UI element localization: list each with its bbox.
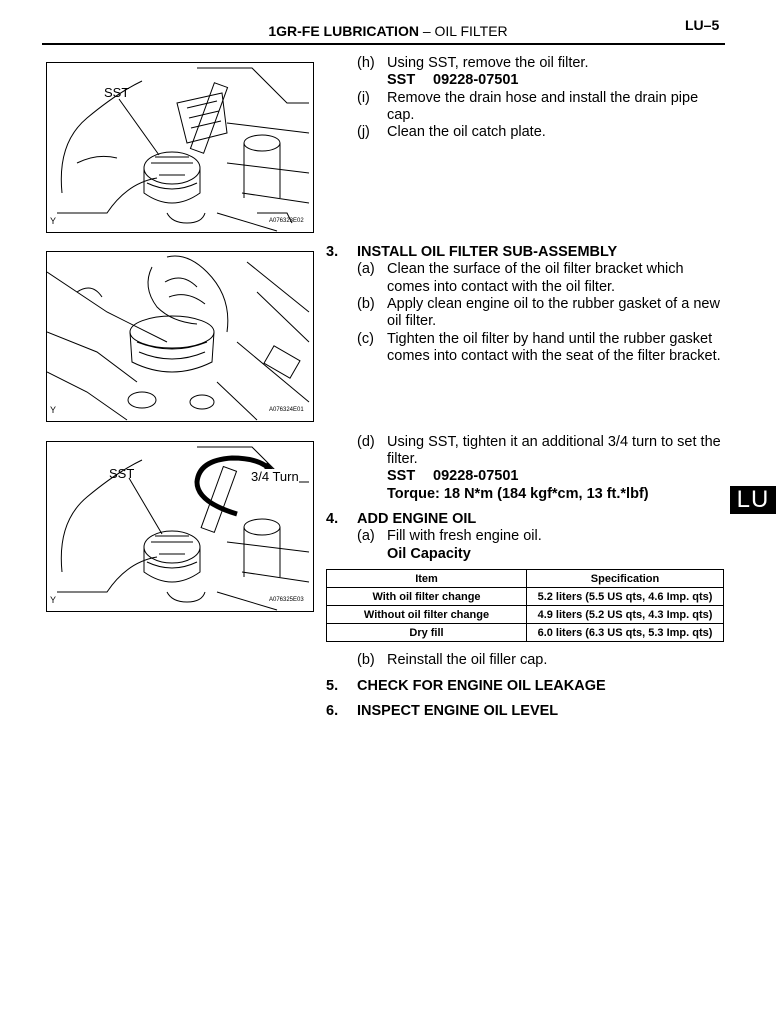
sst-callout: SST — [109, 466, 135, 481]
step-heading: ADD ENGINE OIL — [357, 511, 477, 527]
step-number: 4. — [326, 511, 339, 527]
oil-capacity-title: Oil Capacity — [387, 546, 471, 562]
torque-spec: Torque: 18 N*m (184 kgf*cm, 13 ft.*lbf) — [387, 486, 649, 502]
section-tab: LU — [730, 486, 776, 514]
step-marker: (j) — [357, 124, 370, 140]
column-header-item: Item — [327, 570, 527, 588]
step-marker: (d) — [357, 434, 375, 450]
step-number: 3. — [326, 244, 339, 260]
figure-remove-oil-filter — [46, 62, 314, 233]
step-text: oil filter. — [387, 313, 437, 329]
table-cell-spec: 5.2 liters (5.5 US qts, 4.6 Imp. qts) — [527, 588, 724, 606]
figure-code: A076323E02 — [269, 218, 304, 224]
step-marker: (h) — [357, 55, 375, 71]
figure-corner-mark: Y — [50, 595, 57, 605]
figure-1-illustration — [47, 63, 313, 232]
table-header-row — [327, 570, 724, 588]
sst-leader-line — [119, 99, 159, 155]
step-marker: (b) — [357, 296, 375, 312]
table-row — [327, 606, 724, 624]
figure-code: A076324E01 — [269, 407, 304, 413]
sst-number: 09228-07501 — [433, 72, 519, 88]
sst-leader-line — [129, 478, 162, 534]
step-text: Using SST, tighten it an additional 3/4 turn to set the — [387, 434, 721, 450]
page-header-title — [0, 23, 776, 39]
subsection-title: OIL FILTER — [434, 23, 508, 39]
sst-label: SST — [387, 72, 416, 88]
step-text: comes into contact with the seat of the filter bracket. — [387, 348, 721, 364]
figure-3-illustration — [47, 442, 313, 611]
step-heading: CHECK FOR ENGINE OIL LEAKAGE — [357, 678, 606, 694]
step-number: 5. — [326, 678, 339, 694]
figure-install-oil-filter — [46, 251, 314, 422]
step-number: 6. — [326, 703, 339, 719]
step-text: Remove the drain hose and install the drain pipe — [387, 90, 699, 106]
oil-capacity-table — [326, 569, 724, 642]
header-rule — [42, 43, 725, 45]
step-heading: INSPECT ENGINE OIL LEVEL — [357, 703, 559, 719]
figure-2-illustration — [47, 252, 313, 421]
table-cell-spec: 6.0 liters (6.3 US qts, 5.3 Imp. qts) — [527, 624, 724, 642]
table-cell-item: With oil filter change — [327, 588, 527, 606]
table-cell-item: Without oil filter change — [327, 606, 527, 624]
figure-code: A076325E03 — [269, 597, 304, 603]
step-text: Clean the oil catch plate. — [387, 124, 546, 140]
step-text: cap. — [387, 107, 415, 123]
section-title: 1GR-FE LUBRICATION — [268, 23, 419, 39]
step-text: Clean the surface of the oil filter bracket which — [387, 261, 684, 277]
figure-corner-mark: Y — [50, 405, 57, 415]
step-marker: (b) — [357, 652, 375, 668]
figure-tighten-oil-filter — [46, 441, 314, 612]
sst-number: 09228-07501 — [433, 468, 519, 484]
turn-callout: 3/4 Turn — [251, 469, 299, 484]
step-marker: (i) — [357, 90, 370, 106]
header-separator: – — [422, 23, 431, 39]
step-text: Reinstall the oil filler cap. — [387, 652, 548, 668]
column-header-specification: Specification — [527, 570, 724, 588]
page-number: LU–5 — [685, 17, 720, 33]
step-heading: INSTALL OIL FILTER SUB-ASSEMBLY — [357, 244, 618, 260]
step-text: Tighten the oil filter by hand until the rubber gasket — [387, 331, 713, 347]
step-text: Apply clean engine oil to the rubber gasket of a new — [387, 296, 720, 312]
step-marker: (a) — [357, 528, 375, 544]
rotation-arrow — [197, 458, 272, 514]
table-cell-item: Dry fill — [327, 624, 527, 642]
step-text: Fill with fresh engine oil. — [387, 528, 542, 544]
step-marker: (c) — [357, 331, 374, 347]
step-text: comes into contact with the oil filter. — [387, 279, 616, 295]
step-text: Using SST, remove the oil filter. — [387, 55, 589, 71]
step-marker: (a) — [357, 261, 375, 277]
figure-corner-mark: Y — [50, 216, 57, 226]
step-text: filter. — [387, 451, 418, 467]
table-cell-spec: 4.9 liters (5.2 US qts, 4.3 Imp. qts) — [527, 606, 724, 624]
sst-callout: SST — [104, 85, 130, 100]
sst-label: SST — [387, 468, 416, 484]
table-row — [327, 624, 724, 642]
table-row — [327, 588, 724, 606]
